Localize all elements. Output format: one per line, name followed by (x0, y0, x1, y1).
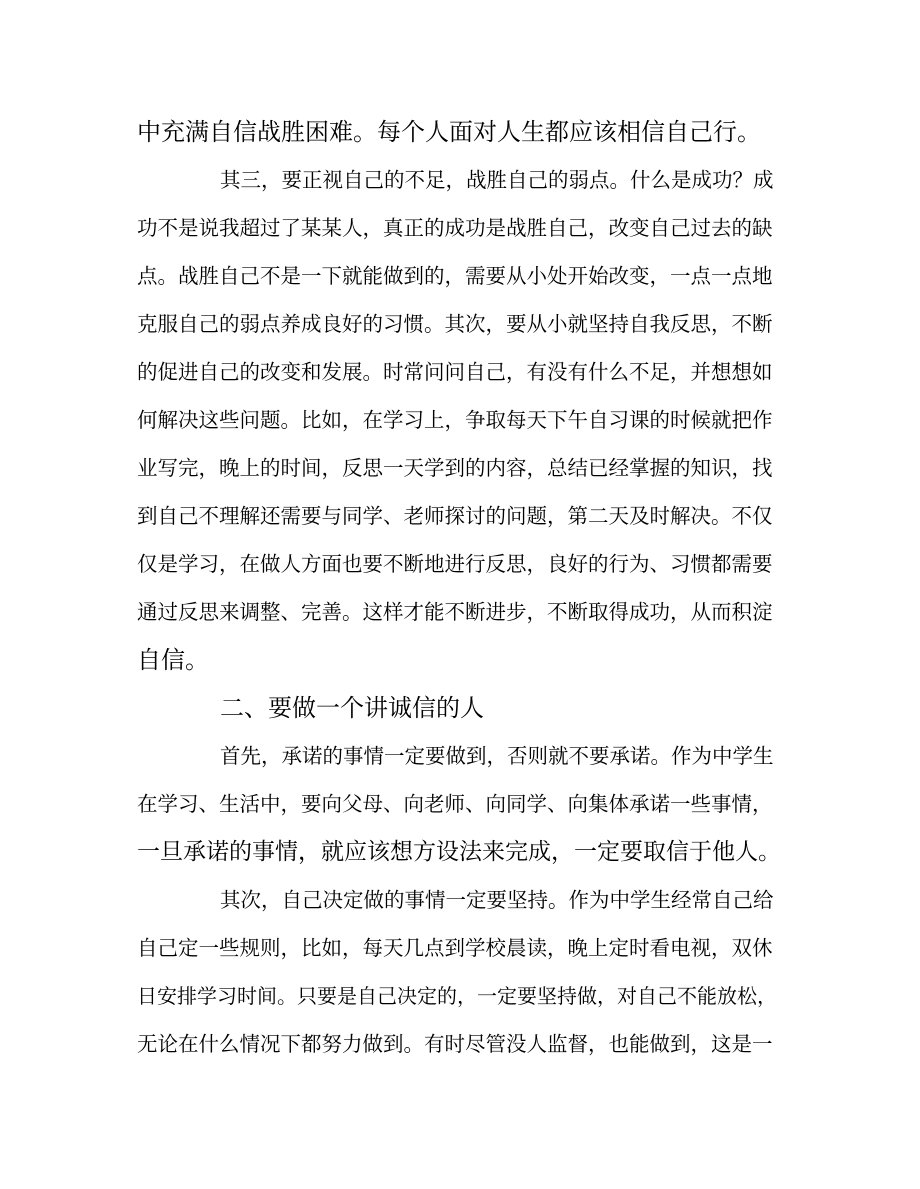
section-heading: 二、要做一个讲诚信的人 (220, 694, 484, 722)
text-line-1: 中充满自信战胜困难。每个人面对人生都应该相信自己行。 (137, 118, 761, 146)
text-line-20: 无论在什么情况下都努力做到。有时尽管没人监督，也能做到，这是一 (137, 1032, 773, 1056)
text-line-16: 一旦承诺的事情，就应该想方设法来完成，一定要取信于他人。 (137, 839, 781, 865)
text-line-6: 的促进自己的改变和发展。时常问问自己，有没有什么不足，并想想如 (137, 360, 773, 384)
text-line-5: 克服自己的弱点养成良好的习惯。其次，要从小就坚持自我反思，不断 (137, 312, 773, 336)
text-line-14: 首先，承诺的事情一定要做到，否则就不要承诺。作为中学生 (220, 744, 774, 768)
text-line-17: 其次，自己决定做的事情一定要坚持。作为中学生经常自己给 (220, 888, 774, 912)
text-line-7: 何解决这些问题。比如，在学习上，争取每天下午自习课的时候就把作 (137, 408, 773, 432)
text-line-9: 到自己不理解还需要与同学、老师探讨的问题，第二天及时解决。不仅 (137, 504, 773, 528)
text-line-15: 在学习、生活中，要向父母、向老师、向同学、向集体承诺一些事情， (137, 792, 773, 816)
text-line-12: 自信。 (137, 646, 209, 674)
text-line-10: 仅是学习，在做人方面也要不断地进行反思，良好的行为、习惯都需要 (137, 552, 773, 576)
text-line-3: 功不是说我超过了某某人，真正的成功是战胜自己，改变自己过去的缺 (137, 216, 773, 240)
text-line-11: 通过反思来调整、完善。这样才能不断进步，不断取得成功，从而积淀 (137, 600, 773, 624)
text-line-18: 自己定一些规则，比如，每天几点到学校晨读，晚上定时看电视，双休 (137, 936, 773, 960)
text-line-2: 其三，要正视自己的不足，战胜自己的弱点。什么是成功？成 (220, 168, 774, 192)
text-line-4: 点。战胜自己不是一下就能做到的，需要从小处开始改变，一点一点地 (137, 264, 773, 288)
text-line-19: 日安排学习时间。只要是自己决定的，一定要坚持做，对自己不能放松， (137, 984, 777, 1008)
text-line-8: 业写完，晚上的时间，反思一天学到的内容，总结已经掌握的知识，找 (137, 456, 773, 480)
